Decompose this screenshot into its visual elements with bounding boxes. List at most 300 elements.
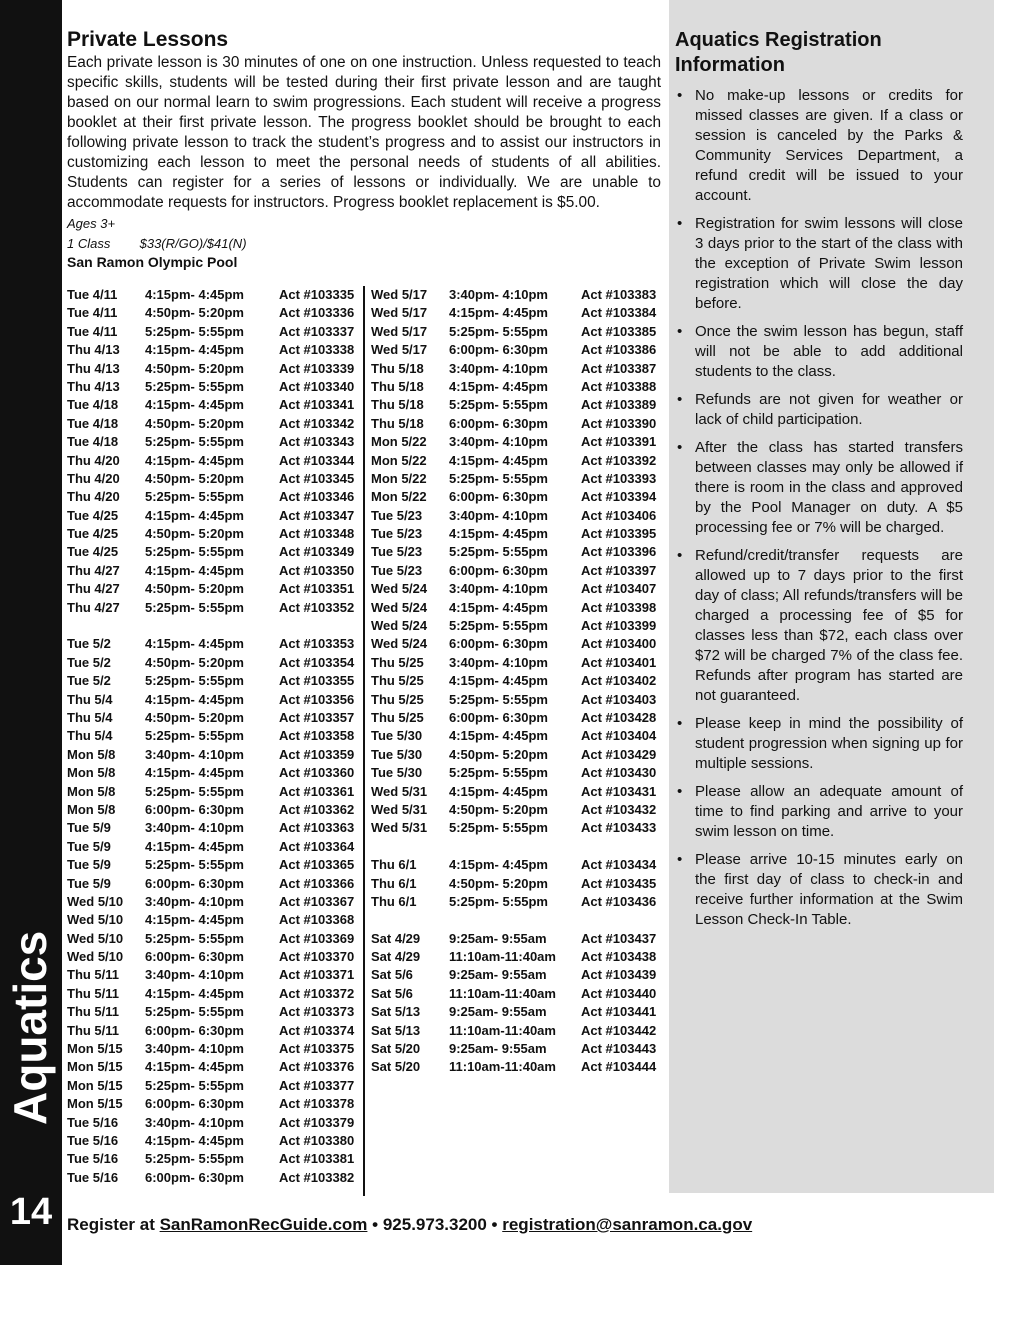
- class-info: [67, 236, 247, 251]
- schedule-day: Mon 5/8: [67, 746, 116, 762]
- info-item: [675, 714, 963, 774]
- info-item-text: Please allow an adequate amount of time to find parking and arrive to your swim lesson on time.: [695, 783, 963, 840]
- schedule-day: Wed 5/17: [371, 305, 428, 321]
- schedule-time: 5:25pm- 5:55pm: [449, 893, 548, 909]
- location-label: San Ramon Olympic Pool: [67, 254, 238, 270]
- info-item: [675, 390, 963, 430]
- schedule-time: 11:10am-11:40am: [449, 985, 556, 1001]
- schedule-row: [371, 783, 661, 801]
- info-item: [675, 322, 963, 382]
- schedule-row: [371, 1022, 661, 1040]
- schedule-time: 6:00pm- 6:30pm: [145, 875, 244, 891]
- schedule-day: Tue 4/11: [67, 305, 118, 321]
- schedule-day: Mon 5/8: [67, 765, 116, 781]
- schedule-row: [371, 525, 661, 543]
- schedule-act: Act #103393: [581, 470, 657, 486]
- schedule-time: 4:15pm- 4:45pm: [449, 783, 548, 799]
- schedule-day: Mon 5/22: [371, 452, 427, 468]
- schedule-time: 4:50pm- 5:20pm: [449, 746, 548, 762]
- schedule-row: [371, 764, 661, 782]
- schedule-act: Act #103341: [279, 397, 355, 413]
- schedule-day: Thu 5/25: [371, 673, 424, 689]
- info-item: [675, 546, 963, 706]
- schedule-day: Tue 4/25: [67, 507, 119, 523]
- bullet-icon: •: [677, 323, 683, 340]
- schedule-row: [67, 875, 357, 893]
- schedule-row: [67, 801, 357, 819]
- schedule-row: [67, 1169, 357, 1187]
- bullet-icon: •: [677, 391, 683, 408]
- schedule-day: Thu 4/27: [67, 562, 120, 578]
- schedule-act: Act #103433: [581, 820, 657, 836]
- schedule-row: [371, 617, 661, 635]
- schedule-act: Act #103382: [279, 1169, 355, 1185]
- schedule-act: Act #103401: [581, 654, 657, 670]
- schedule-time: 5:25pm- 5:55pm: [449, 820, 548, 836]
- schedule-act: Act #103338: [279, 342, 355, 358]
- schedule-day: Tue 5/30: [371, 728, 423, 744]
- schedule-time: 5:25pm- 5:55pm: [449, 691, 548, 707]
- schedule-day: Wed 5/24: [371, 599, 428, 615]
- bullet-icon: •: [677, 215, 683, 232]
- schedule-row: [371, 433, 661, 451]
- schedule-row: [371, 691, 661, 709]
- schedule-row: [67, 360, 357, 378]
- bullet-icon: •: [677, 87, 683, 104]
- bullet-icon: •: [677, 715, 683, 732]
- schedule-day: Tue 4/18: [67, 434, 119, 450]
- schedule-row: [371, 543, 661, 561]
- schedule-day: Thu 5/4: [67, 728, 113, 744]
- schedule-day: Tue 5/16: [67, 1169, 119, 1185]
- schedule-time: 5:25pm- 5:55pm: [145, 489, 244, 505]
- schedule-day: Tue 5/23: [371, 544, 423, 560]
- schedule-act: Act #103384: [581, 305, 657, 321]
- bullet-icon: •: [677, 851, 683, 868]
- schedule-row: [67, 470, 357, 488]
- schedule-act: Act #103354: [279, 654, 355, 670]
- info-item: [675, 86, 963, 206]
- schedule-act: Act #103381: [279, 1151, 355, 1167]
- schedule-time: 3:40pm- 4:10pm: [145, 967, 244, 983]
- schedule-day: Sat 5/13: [371, 1022, 421, 1038]
- schedule-time: 4:15pm- 4:45pm: [145, 985, 244, 1001]
- schedule-act: Act #103387: [581, 360, 657, 376]
- schedule-time: 5:25pm- 5:55pm: [145, 857, 244, 873]
- schedule-act: Act #103391: [581, 434, 657, 450]
- schedule-day: Thu 4/13: [67, 378, 120, 394]
- schedule-row: [371, 856, 661, 874]
- schedule-day: Wed 5/10: [67, 893, 124, 909]
- schedule-act: Act #103431: [581, 783, 657, 799]
- schedule-row: [371, 966, 661, 984]
- info-item-text: Please keep in mind the possibility of student progression when signing up for multiple sessions.: [695, 715, 963, 772]
- schedule-row: [67, 893, 357, 911]
- schedule-row: [371, 948, 661, 966]
- schedule-act: Act #103372: [279, 985, 355, 1001]
- schedule-act: Act #103438: [581, 949, 657, 965]
- class-price: $33(R/GO)/$41(N): [139, 236, 247, 251]
- schedule-act: Act #103404: [581, 728, 657, 744]
- schedule-act: Act #103339: [279, 360, 355, 376]
- schedule-time: 5:25pm- 5:55pm: [145, 434, 244, 450]
- schedule-act: Act #103443: [581, 1041, 657, 1057]
- schedule-day: Wed 5/17: [371, 287, 428, 302]
- schedule-day: Tue 5/23: [371, 562, 423, 578]
- schedule-row: [371, 415, 661, 433]
- schedule-day: Wed 5/10: [67, 912, 124, 928]
- schedule-row: [67, 1077, 357, 1095]
- section-sidebar: [0, 0, 62, 1265]
- schedule-day: Thu 5/11: [67, 967, 120, 983]
- schedule-row: [67, 433, 357, 451]
- schedule-row: [371, 930, 661, 948]
- info-item-text: Refunds are not given for weather or lack of child participation.: [695, 391, 963, 428]
- schedule-time: 3:40pm- 4:10pm: [449, 507, 548, 523]
- schedule-day: Thu 5/18: [371, 360, 424, 376]
- schedule-act: Act #103335: [279, 287, 355, 302]
- schedule-time: 4:15pm- 4:45pm: [145, 838, 244, 854]
- schedule-row: [371, 985, 661, 1003]
- schedule-day: Tue 5/23: [371, 526, 423, 542]
- schedule-gap: [67, 617, 357, 635]
- schedule-day: Tue 4/18: [67, 397, 119, 413]
- schedule-day: Tue 5/9: [67, 875, 111, 891]
- schedule-row: [67, 1022, 357, 1040]
- schedule-time: 4:50pm- 5:20pm: [449, 801, 548, 817]
- schedule-day: Sat 5/6: [371, 985, 413, 1001]
- info-item-text: Registration for swim lessons will close 3 days prior to the start of the class with the exception of Private Swim lesson registration which will close the day before.: [695, 215, 963, 312]
- schedule-act: Act #103366: [279, 875, 355, 891]
- schedule-act: Act #103349: [279, 544, 355, 560]
- schedule-row: [67, 415, 357, 433]
- schedule-day: Thu 4/27: [67, 581, 120, 597]
- schedule-day: Thu 4/20: [67, 489, 120, 505]
- info-item: [675, 214, 963, 314]
- schedule-day: Thu 4/13: [67, 342, 120, 358]
- schedule-act: Act #103437: [581, 930, 657, 946]
- schedule-time: 5:25pm- 5:55pm: [145, 378, 244, 394]
- schedule-time: 4:50pm- 5:20pm: [145, 305, 244, 321]
- schedule-day: Mon 5/8: [67, 783, 116, 799]
- schedule-row: [371, 635, 661, 653]
- schedule-row: [67, 1003, 357, 1021]
- bullet-icon: •: [677, 547, 683, 564]
- schedule-act: Act #103376: [279, 1059, 355, 1075]
- schedule-time: 4:15pm- 4:45pm: [145, 691, 244, 707]
- schedule-row: [371, 304, 661, 322]
- schedule-act: Act #103379: [279, 1114, 355, 1130]
- schedule-day: Wed 5/17: [371, 342, 428, 358]
- schedule-row: [67, 856, 357, 874]
- schedule-time: 4:15pm- 4:45pm: [145, 912, 244, 928]
- schedule-day: Mon 5/15: [67, 1059, 123, 1075]
- schedule-time: 4:15pm- 4:45pm: [449, 728, 548, 744]
- schedule-time: 6:00pm- 6:30pm: [145, 1096, 244, 1112]
- schedule-day: Wed 5/31: [371, 801, 428, 817]
- schedule-day: Thu 4/20: [67, 452, 120, 468]
- schedule-row: [67, 727, 357, 745]
- schedule-act: Act #103406: [581, 507, 657, 523]
- schedule-day: Wed 5/31: [371, 820, 428, 836]
- schedule-row: [67, 599, 357, 617]
- info-item-text: No make-up lessons or credits for missed classes are given. If a class or session is canceled by the Parks & Community Services Department, a refund credit will be issued to your account.: [695, 87, 963, 204]
- schedule-act: Act #103358: [279, 728, 355, 744]
- schedule-act: Act #103350: [279, 562, 355, 578]
- schedule-row: [371, 709, 661, 727]
- bullet-icon: •: [677, 783, 683, 800]
- schedule-row: [371, 341, 661, 359]
- schedule-day: Tue 5/16: [67, 1132, 119, 1148]
- schedule-act: Act #103442: [581, 1022, 657, 1038]
- schedule-day: Thu 4/20: [67, 470, 120, 486]
- schedule-day: Wed 5/24: [371, 636, 428, 652]
- schedule-row: [67, 525, 357, 543]
- schedule-act: Act #103377: [279, 1077, 355, 1093]
- schedule-act: Act #103400: [581, 636, 657, 652]
- schedule-time: 5:25pm- 5:55pm: [145, 1004, 244, 1020]
- schedule-day: Thu 6/1: [371, 857, 417, 873]
- schedule-row: [67, 691, 357, 709]
- schedule-time: 3:40pm- 4:10pm: [449, 654, 548, 670]
- schedule-row: [67, 341, 357, 359]
- schedule-day: Tue 4/11: [67, 287, 118, 302]
- schedule-time: 6:00pm- 6:30pm: [449, 342, 548, 358]
- schedule-act: Act #103342: [279, 415, 355, 431]
- schedule-time: 4:15pm- 4:45pm: [145, 287, 244, 302]
- ages-label: Ages 3+: [67, 216, 116, 231]
- schedule-row: [67, 911, 357, 929]
- info-list: [675, 86, 963, 938]
- schedule-act: Act #103361: [279, 783, 355, 799]
- schedule-row: [67, 948, 357, 966]
- schedule-row: [67, 709, 357, 727]
- schedule-day: Thu 5/11: [67, 1004, 120, 1020]
- schedule-row: [67, 1114, 357, 1132]
- schedule-row: [67, 378, 357, 396]
- schedule-time: 5:25pm- 5:55pm: [449, 544, 548, 560]
- schedule-act: Act #103383: [581, 287, 657, 302]
- schedule-act: Act #103407: [581, 581, 657, 597]
- email-link[interactable]: registration@sanramon.ca.gov: [502, 1215, 753, 1234]
- schedule-time: 5:25pm- 5:55pm: [145, 728, 244, 744]
- schedule-row: [67, 396, 357, 414]
- schedule-row: [67, 819, 357, 837]
- schedule-time: 5:25pm- 5:55pm: [145, 599, 244, 615]
- schedule-day: Tue 5/30: [371, 765, 423, 781]
- bullet-icon: •: [677, 439, 683, 456]
- schedule-time: 4:15pm- 4:45pm: [145, 1059, 244, 1075]
- schedule-act: Act #103353: [279, 636, 355, 652]
- schedule-row: [67, 985, 357, 1003]
- schedule-day: Sat 4/29: [371, 930, 421, 946]
- schedule-act: Act #103363: [279, 820, 355, 836]
- schedule-time: 4:15pm- 4:45pm: [145, 1132, 244, 1148]
- footer: [67, 1215, 752, 1235]
- info-item: [675, 782, 963, 842]
- lessons-title: Private Lessons: [67, 28, 229, 51]
- schedule-act: Act #103389: [581, 397, 657, 413]
- schedule-day: Sat 4/29: [371, 949, 421, 965]
- schedule-day: Tue 5/16: [67, 1151, 119, 1167]
- footer-separator-1: •: [367, 1215, 383, 1234]
- schedule-day: Mon 5/15: [67, 1041, 123, 1057]
- schedule-act: Act #103395: [581, 526, 657, 542]
- schedule-day: Wed 5/31: [371, 783, 428, 799]
- schedule-day: Mon 5/15: [67, 1077, 123, 1093]
- schedule-time: 3:40pm- 4:10pm: [145, 1041, 244, 1057]
- schedule-time: 5:25pm- 5:55pm: [145, 544, 244, 560]
- schedule-row: [67, 507, 357, 525]
- schedule-row: [371, 360, 661, 378]
- schedule-time: 11:10am-11:40am: [449, 1059, 556, 1075]
- schedule-time: 6:00pm- 6:30pm: [145, 801, 244, 817]
- schedule-act: Act #103440: [581, 985, 657, 1001]
- schedule-day: Thu 6/1: [371, 875, 417, 891]
- schedule-time: 6:00pm- 6:30pm: [449, 415, 548, 431]
- schedule-act: Act #103348: [279, 526, 355, 542]
- schedule-time: 6:00pm- 6:30pm: [449, 636, 548, 652]
- info-title: Aquatics Registration Information: [675, 29, 882, 76]
- schedule-act: Act #103434: [581, 857, 657, 873]
- schedule-row: [67, 746, 357, 764]
- schedule-time: 4:15pm- 4:45pm: [449, 673, 548, 689]
- schedule-time: 5:25pm- 5:55pm: [449, 397, 548, 413]
- schedule-time: 5:25pm- 5:55pm: [449, 765, 548, 781]
- schedule-day: Thu 5/18: [371, 397, 424, 413]
- schedule-gap: [371, 911, 661, 929]
- schedule-time: 3:40pm- 4:10pm: [449, 287, 548, 302]
- schedule-act: Act #103343: [279, 434, 355, 450]
- schedule-row: [67, 672, 357, 690]
- schedule-row: [371, 801, 661, 819]
- schedule-day: Thu 5/18: [371, 378, 424, 394]
- schedule-time: 4:50pm- 5:20pm: [145, 526, 244, 542]
- schedule-day: Thu 5/4: [67, 691, 113, 707]
- schedule-act: Act #103344: [279, 452, 355, 468]
- schedule-act: Act #103364: [279, 838, 355, 854]
- schedule-row: [371, 727, 661, 745]
- schedule-day: Mon 5/22: [371, 434, 427, 450]
- page-number: 14: [9, 1191, 53, 1233]
- schedule-act: Act #103368: [279, 912, 355, 928]
- schedule-day: Thu 5/11: [67, 1022, 120, 1038]
- schedule-time: 3:40pm- 4:10pm: [449, 581, 548, 597]
- schedule-act: Act #103351: [279, 581, 355, 597]
- schedule-act: Act #103397: [581, 562, 657, 578]
- schedule-time: 4:15pm- 4:45pm: [449, 452, 548, 468]
- schedule-row: [67, 930, 357, 948]
- schedule-row: [67, 764, 357, 782]
- schedule-day: Sat 5/6: [371, 967, 413, 983]
- schedule-day: Mon 5/15: [67, 1096, 123, 1112]
- schedule-row: [67, 562, 357, 580]
- info-item: [675, 850, 963, 930]
- schedule-row: [67, 580, 357, 598]
- schedule-time: 3:40pm- 4:10pm: [449, 434, 548, 450]
- schedule-time: 6:00pm- 6:30pm: [145, 1169, 244, 1185]
- schedule-act: Act #103345: [279, 470, 355, 486]
- schedule-row: [371, 470, 661, 488]
- schedule-time: 9:25am- 9:55am: [449, 1041, 547, 1057]
- schedule-act: Act #103429: [581, 746, 657, 762]
- website-link[interactable]: SanRamonRecGuide.com: [159, 1215, 368, 1234]
- schedule-act: Act #103369: [279, 930, 355, 946]
- schedule-time: 6:00pm- 6:30pm: [449, 562, 548, 578]
- schedule-act: Act #103385: [581, 323, 657, 339]
- schedule-time: 4:15pm- 4:45pm: [145, 507, 244, 523]
- schedule-time: 6:00pm- 6:30pm: [145, 1022, 244, 1038]
- column-divider: [363, 286, 365, 1196]
- schedule-time: 4:15pm- 4:45pm: [145, 636, 244, 652]
- schedule-act: Act #103347: [279, 507, 355, 523]
- schedule-time: 4:15pm- 4:45pm: [145, 452, 244, 468]
- schedule-time: 3:40pm- 4:10pm: [145, 820, 244, 836]
- schedule-time: 4:15pm- 4:45pm: [449, 526, 548, 542]
- schedule-row: [67, 1058, 357, 1076]
- schedule-time: 4:50pm- 5:20pm: [145, 470, 244, 486]
- schedule-act: Act #103357: [279, 709, 355, 725]
- schedule-time: 4:15pm- 4:45pm: [449, 599, 548, 615]
- schedule-time: 4:15pm- 4:45pm: [449, 378, 548, 394]
- schedule-day: Tue 5/2: [67, 673, 111, 689]
- schedule-act: Act #103378: [279, 1096, 355, 1112]
- schedule-day: Tue 5/9: [67, 820, 111, 836]
- schedule-day: Thu 5/11: [67, 985, 120, 1001]
- schedule-row: [371, 599, 661, 617]
- footer-prefix: Register at: [67, 1215, 160, 1234]
- schedule-day: Thu 5/25: [371, 654, 424, 670]
- info-item-text: Once the swim lesson has begun, staff will not be able to add additional students to the class.: [695, 323, 963, 380]
- schedule-act: Act #103444: [581, 1059, 657, 1075]
- schedule-time: 3:40pm- 4:10pm: [449, 360, 548, 376]
- schedule-row: [371, 323, 661, 341]
- schedule-day: Thu 5/18: [371, 415, 424, 431]
- schedule-day: Thu 4/27: [67, 599, 120, 615]
- schedule-row: [67, 1095, 357, 1113]
- schedule-day: Wed 5/10: [67, 930, 124, 946]
- schedule-act: Act #103375: [279, 1041, 355, 1057]
- schedule-row: [371, 452, 661, 470]
- schedule-row: [371, 488, 661, 506]
- schedule-time: 5:25pm- 5:55pm: [145, 1151, 244, 1167]
- schedule-time: 5:25pm- 5:55pm: [145, 783, 244, 799]
- schedule-day: Wed 5/10: [67, 949, 124, 965]
- schedule-time: 4:15pm- 4:45pm: [449, 305, 548, 321]
- schedule-act: Act #103336: [279, 305, 355, 321]
- schedule-row: [67, 1132, 357, 1150]
- info-item: [675, 438, 963, 538]
- footer-separator-2: •: [486, 1215, 503, 1234]
- schedule-act: Act #103359: [279, 746, 355, 762]
- schedule-row: [67, 654, 357, 672]
- schedule-time: 6:00pm- 6:30pm: [449, 489, 548, 505]
- schedule-row: [67, 323, 357, 341]
- schedule-act: Act #103430: [581, 765, 657, 781]
- schedule-day: Mon 5/22: [371, 470, 427, 486]
- schedule-time: 9:25am- 9:55am: [449, 1004, 547, 1020]
- schedule-day: Tue 5/23: [371, 507, 423, 523]
- schedule-row: [371, 286, 661, 304]
- schedule-act: Act #103380: [279, 1132, 355, 1148]
- schedule-day: Sat 5/20: [371, 1041, 421, 1057]
- schedule-row: [67, 488, 357, 506]
- schedule-day: Wed 5/24: [371, 581, 428, 597]
- schedule-day: Wed 5/17: [371, 323, 428, 339]
- schedule-act: Act #103432: [581, 801, 657, 817]
- schedule-day: Tue 4/11: [67, 323, 118, 339]
- phone-number: 925.973.3200: [382, 1215, 487, 1234]
